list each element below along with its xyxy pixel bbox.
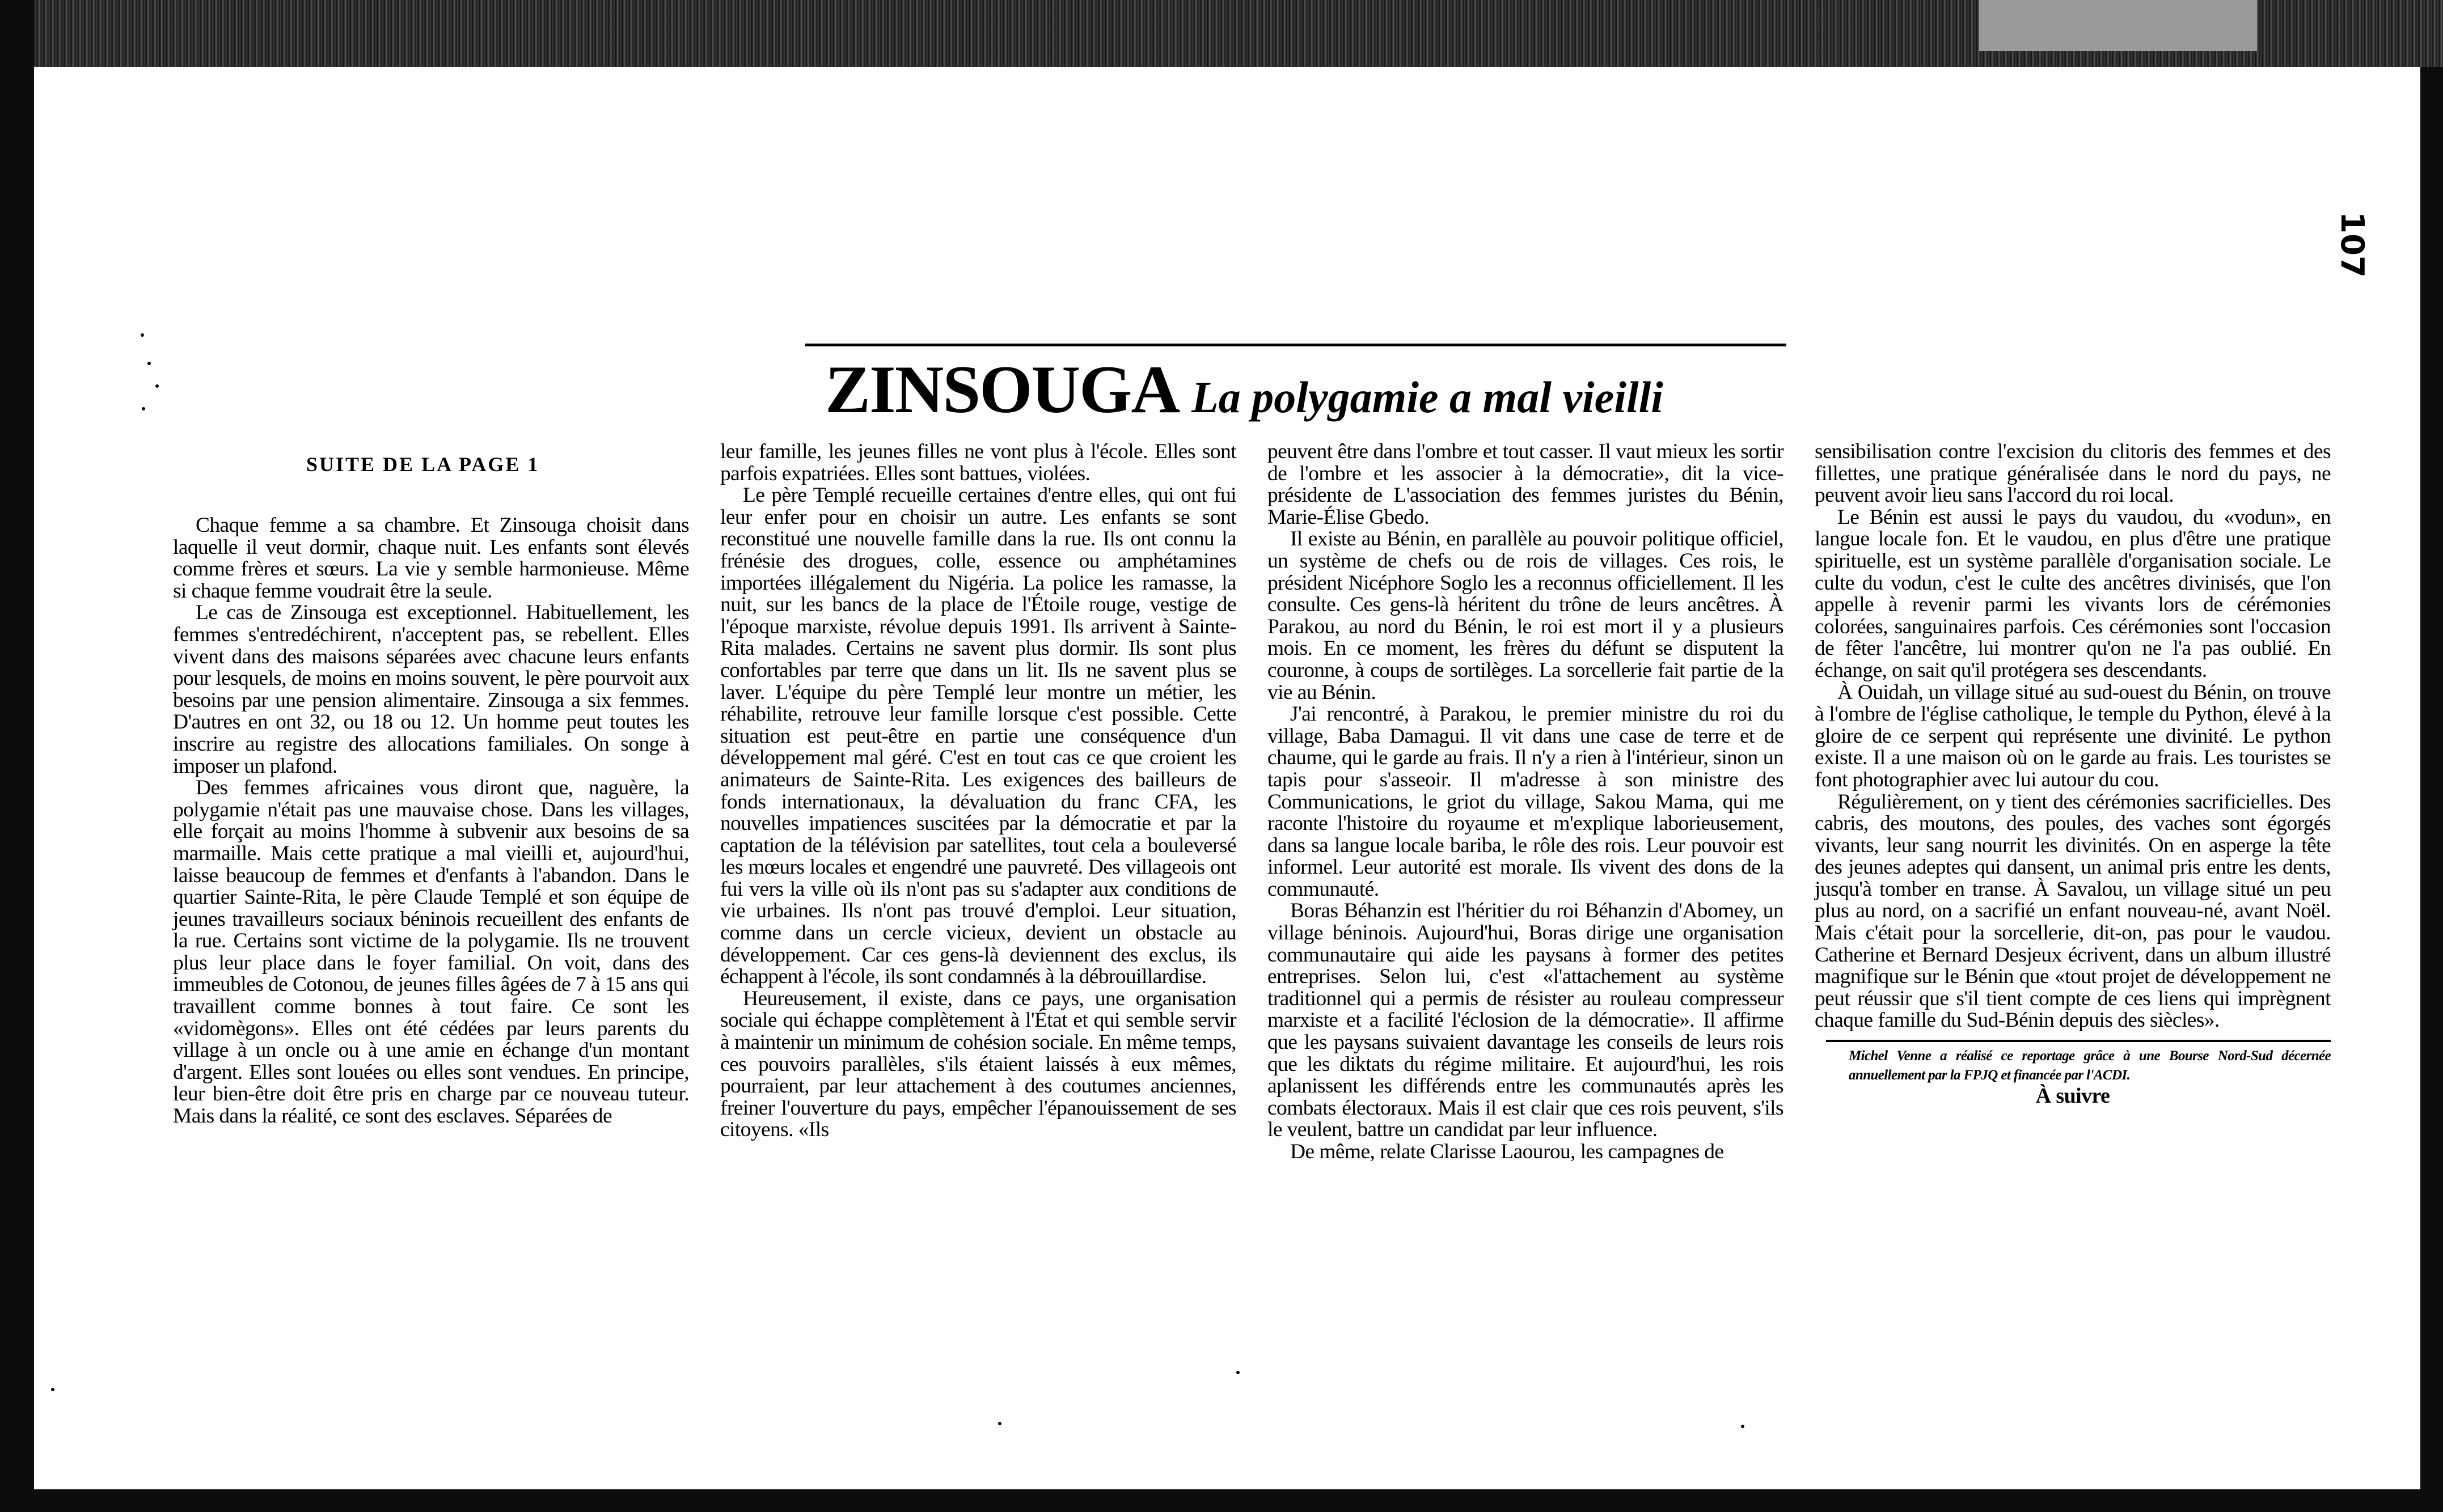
paragraph: Chaque femme a sa chambre. Et Zinsouga choisit dans laquelle il veut dormir, chaque nuit. Les enfants sont élevés comme frères et sœurs. La vie y semble harmonieuse. Même si chaque femme voudrait être la seule. [173,514,689,603]
scan-speck [51,1388,54,1391]
newspaper-page [34,67,2420,1489]
paragraph: Le père Templé recueille certaines d'entre elles, qui ont fui leur enfer pour en choisir un autre. Les enfants se sont reconstitué une nouvelle famille dans la rue. Ils ont connu la frénésie des drogues, colle, essence ou amphétamines importées illégalement du Nigéria. La police les ramasse, la nuit, sur les bancs de la place de l'Étoile rouge, vestige de l'époque marxiste, révolue depuis 1991. Ils arrivent à Sainte-Rita malades. Certains ne savent plus dormir. Ils sont plus confortables par terre que dans un lit. Ils ne savent plus se laver. L'équipe du père Templé leur montre un métier, les réhabilite, retrouve leur famille lorsque c'est possible. Cette situation est peut-être en partie une conséquence d'un développement mal géré. C'est en tout cas ce que croient les animateurs de Sainte-Rita. Les exigences des bailleurs de fonds internationaux, la dévaluation du franc CFA, les nouvelles impatiences suscitées par la démocratie et par la captation de la télévision par satellites, tout cela a bouleversé les mœurs locales et engendré une pauvreté. Des villageois ont fui vers la ville où ils n'ont pas su s'adapter aux conditions de vie urbaines. Ils n'ont pas trouvé d'emploi. Leur situation, comme dans un cercle vicieux, devient un obstacle au développement. Car ces gens-là deviennent des exclus, ils échappent à l'école, ils sont condamnés à la débrouillardise. [720,484,1236,989]
headline-sub: La polygamie a mal vieilli [1191,372,1663,422]
article-column-3 [1267,441,1783,1163]
paragraph: Le cas de Zinsouga est exceptionnel. Habituellement, les femmes s'entredéchirent, n'acceptent pas, se rebellent. Elles vivent dans des maisons séparées avec chacune leurs enfants pour lesquels, de moins en moins souvent, le père pourvoit aux besoins par une pension alimentaire. Zinsouga a six femmes. D'autres en ont 32, ou 18 ou 12. Un homme peut toutes les inscrire au registre des allocations familiales. On songe à imposer un plafond. [173,601,689,778]
scan-corner-noise [1979,0,2257,51]
headline-rule [805,344,1786,346]
paragraph: peuvent être dans l'ombre et tout casser. Il vaut mieux les sortir de l'ombre et les associer à la démocratie», dit la vice-présidente de L'association des femmes juristes du Bénin, Marie-Élise Gbedo. [1267,440,1783,529]
paragraph: Régulièrement, on y tient des cérémonies sacrificielles. Des cabris, des moutons, des poules, des vaches sont égorgés vivants, leur sang nourrit les divinités. On en asperge la tête des jeunes adeptes qui dansent, un animal pris entre les dents, jusqu'à tomber en transe. À Savalou, un village situé un peu plus au nord, on a sacrifié un enfant nouveau-né, avant Noël. Mais c'était pour la sorcellerie, dit-on, pas pour le vaudou. Catherine et Bernard Desjeux écrivent, dans un album illustré magnifique sur le Bénin que «tout projet de développement ne peut réussir que s'il tient compte de ces liens qui imprègnent chaque famille du Sud-Bénin depuis des siècles». [1815,790,2331,1032]
paragraph: Il existe au Bénin, en parallèle au pouvoir politique officiel, un système de chefs ou de rois de villages. Ces rois, le président Nicéphore Soglo les a reconnus officiellement. Il les consulte. Ces gens-là héritent du trône de leurs ancêtres. À Parakou, au nord du Bénin, le roi est mort il y a plusieurs mois. En ce moment, les frères du défunt se disputent la couronne, à coups de sortilèges. La sorcellerie fait partie de la vie au Bénin. [1267,527,1783,704]
article-column-2 [720,441,1236,1141]
author-note: Michel Venne a réalisé ce reportage grâce à une Bourse Nord-Sud décernée annuellement par la FPJQ et financée par l'ACDI. [1849,1048,2331,1083]
article-column-1 [173,515,689,1128]
page-number: 107 [2334,211,2370,278]
scan-left-edge [0,0,34,1512]
scan-speck [1741,1425,1744,1428]
paragraph: leur famille, les jeunes filles ne vont plus à l'école. Elles sont parfois expatriées. Elles sont battues, violées. [720,440,1236,485]
article-column-4 [1815,441,2331,1107]
scan-speck [998,1422,1001,1425]
scan-bottom-edge [0,1489,2443,1512]
scan-right-edge [2420,67,2443,1512]
scan-speck [155,384,159,388]
headline [825,350,1800,429]
scan-speck [141,333,144,337]
continuation-kicker: SUITE DE LA PAGE 1 [306,453,540,476]
scan-speck [147,362,151,365]
paragraph: À Ouidah, un village situé au sud-ouest du Bénin, on trouve à l'ombre de l'église catholique, le temple du Python, élevé à la gloire de ce serpent qui représente une divinité. Le python existe. Il a une maison où on le garde au frais. Les touristes se font photographier avec lui autour du cou. [1815,680,2331,791]
to-be-continued: À suivre [2035,1084,2110,1108]
headline-main: ZINSOUGA [825,351,1180,427]
paragraph: Boras Béhanzin est l'héritier du roi Béhanzin d'Abomey, un village béninois. Aujourd'hui, Boras dirige une organisation communautaire qui aide les paysans à former des petites entreprises. Selon lui, c'est «l'attachement au système traditionnel qui a permis de résister au rouleau compresseur marxiste et a facilité l'éclosion de la démocratie». Il affirme que les paysans suivaient davantage les conseils de leurs rois que les diktats du régime militaire. Et aujourd'hui, les rois aplanissent les différends entre les communautés après les combats électoraux. Mais il est clair que ces rois peuvent, s'ils le veulent, battre un candidat par leur influence. [1267,899,1783,1142]
paragraph: Des femmes africaines vous diront que, naguère, la polygamie n'était pas une mauvaise chose. Dans les villages, elle forçait au moins l'homme à subvenir aux besoins de sa marmaille. Mais cette pratique a mal vieilli et, aujourd'hui, laisse beaucoup de femmes et d'enfants à l'abandon. Dans le quartier Sainte-Rita, le père Claude Templé et son équipe de jeunes travailleurs sociaux béninois recueillent des enfants de la rue. Certains sont victime de la polygamie. Ils ne trouvent plus leur place dans le foyer familial. On voit, dans des immeubles de Cotonou, de jeunes filles âgées de 7 à 15 ans qui travaillent comme bonnes à tout faire. Ce sont les «vidomègons». Elles ont été cédées par leurs parents du village à un oncle ou à une amie en échange d'un montant d'argent. Elles sont louées ou elles sont vendues. En principe, leur bien-être doit être pris en charge par ce nouveau tuteur. Mais dans la réalité, ce sont des esclaves. Séparées de [173,776,689,1128]
paragraph: J'ai rencontré, à Parakou, le premier ministre du roi du village, Baba Damagui. Il vit dans une case de terre et de chaume, qui le garde au frais. Il n'y a rien à l'intérieur, sinon un tapis pour s'asseoir. Il m'adresse à son ministre des Communications, le griot du village, Sakou Mama, qui me raconte l'histoire du royaume et m'explique laborieusement, dans sa langue locale bariba, le rôle des rois. Leur pouvoir est informel. Leur autorité est morale. Ils vivent des dons de la communauté. [1267,702,1783,901]
scan-speck [142,407,145,410]
paragraph: Le Bénin est aussi le pays du vaudou, du «vodun», en langue locale fon. Et le vaudou, en plus d'être une pratique spirituelle, est un système parallèle d'organisation sociale. Le culte du vodun, c'est le culte des ancêtres divinisés, que l'on appelle à revenir parmi les vivants lors de cérémonies colorées, sanguinaires parfois. Ces cérémonies sont l'occasion de fêter l'ancêtre, lui montrer qu'on ne l'a pas oublié. En échange, on sait qu'il protégera ses descendants. [1815,505,2331,682]
scan-speck [1236,1371,1240,1374]
note-rule [1826,1040,2331,1042]
paragraph: De même, relate Clarisse Laourou, les campagnes de [1290,1140,1724,1163]
paragraph: sensibilisation contre l'excision du clitoris des femmes et des fillettes, une pratique généralisée dans le nord du pays, ne peuvent avoir lieu sans l'accord du roi local. [1815,440,2331,507]
paragraph: Heureusement, il existe, dans ce pays, une organisation sociale qui échappe complètement à l'État et qui semble servir à maintenir un minimum de cohésion sociale. En même temps, ces pouvoirs parallèles, s'ils étaient laissés à eux mêmes, pourraient, par leur attachement à des coutumes anciennes, freiner l'ouverture du pays, empêcher l'épanouissement de ses citoyens. «Ils [720,986,1236,1142]
